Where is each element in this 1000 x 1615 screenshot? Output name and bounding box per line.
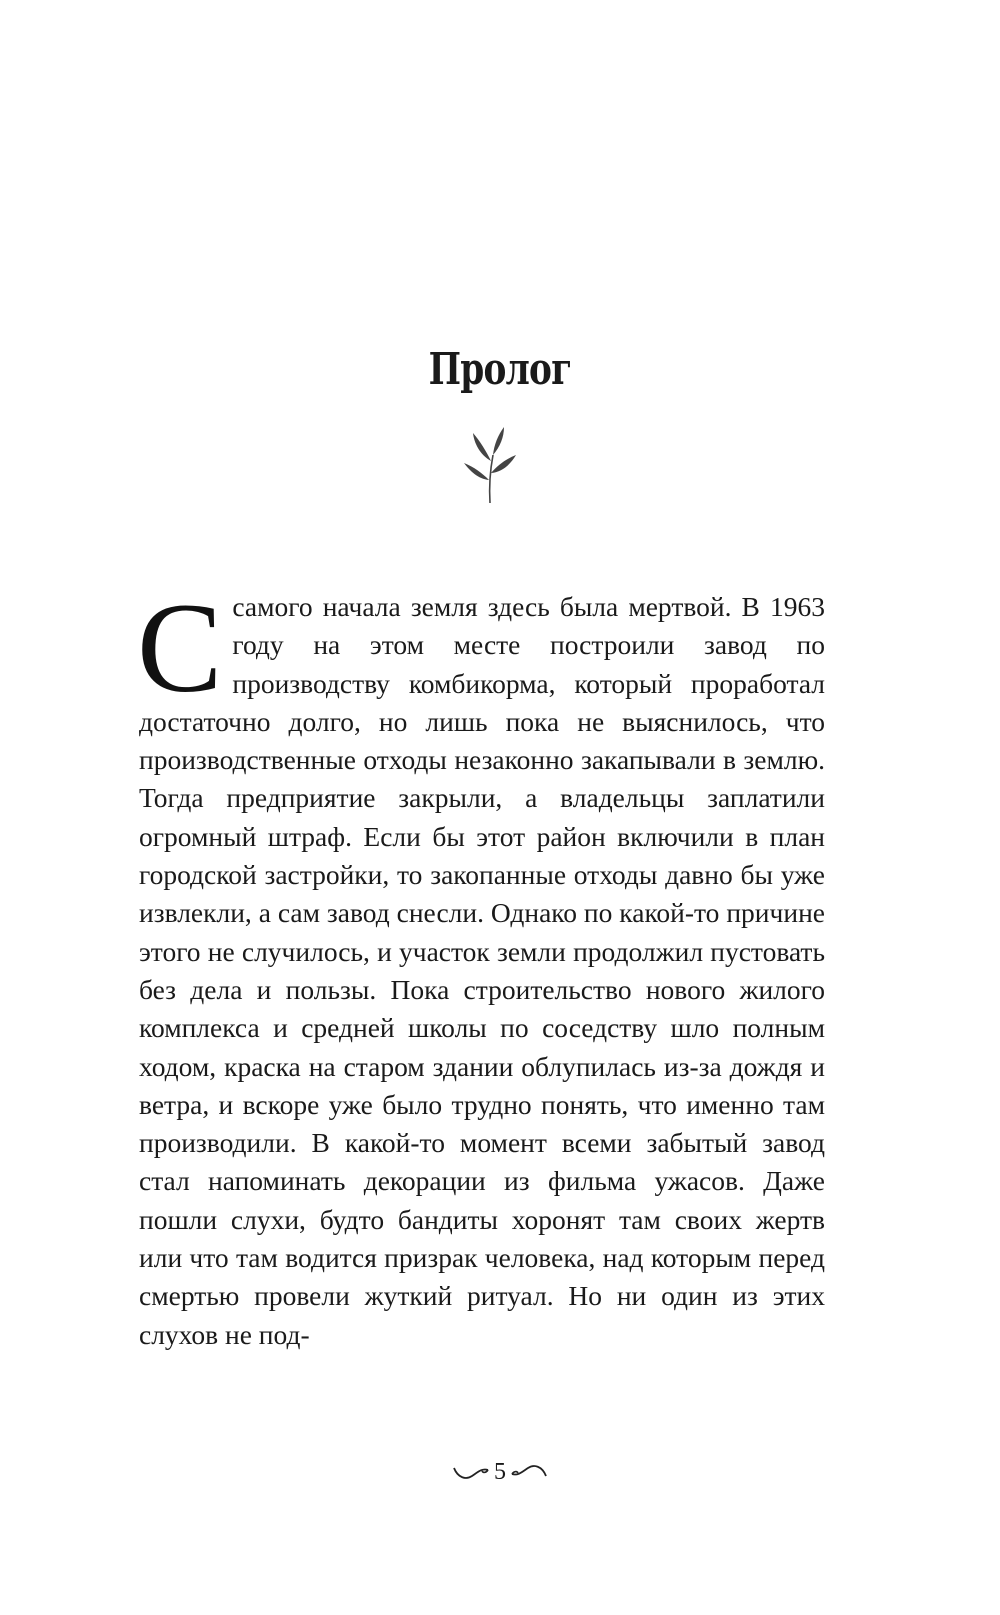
swirl-left-icon: [452, 1462, 490, 1482]
chapter-title: Пролог: [428, 344, 572, 395]
drop-cap: С: [137, 577, 223, 719]
page-footer: [0, 1460, 1000, 1490]
swirl-right-icon: [510, 1462, 548, 1482]
body-paragraph: [137, 577, 825, 1354]
leaf-sprig-icon: [460, 425, 520, 505]
page-number: 5: [494, 1459, 506, 1485]
body-text: самого начала земля здесь была мертвой. В 1963 году на этом месте построили завод по производству комбикорма, который проработал достаточно долго, но лишь пока не выяснилось, что производственные отходы незаконно закапывали в землю. Тогда предприятие закрыли, а владельцы заплатили огромный штраф. Если бы этот район включили в план городской застройки, то закопанные отходы давно бы уже извлекли, а сам завод снесли. Однако по какой-то причине этого не случилось, и участок земли продолжил пустовать без дела и пользы. Пока строительство нового жилого комплекса и средней школы по соседству шло полным ходом, краска на старом здании облупилась из-за дождя и ветра, и вскоре уже было трудно понять, что именно там производили. В какой-то момент всеми забытый завод стал напоминать декорации из фильма ужасов. Даже пошли слухи, будто бандиты хоронят там своих жертв или что там водится призрак человека, над которым перед смертью провели жуткий ритуал. Но ни один из этих слухов не под-: [139, 591, 825, 1350]
